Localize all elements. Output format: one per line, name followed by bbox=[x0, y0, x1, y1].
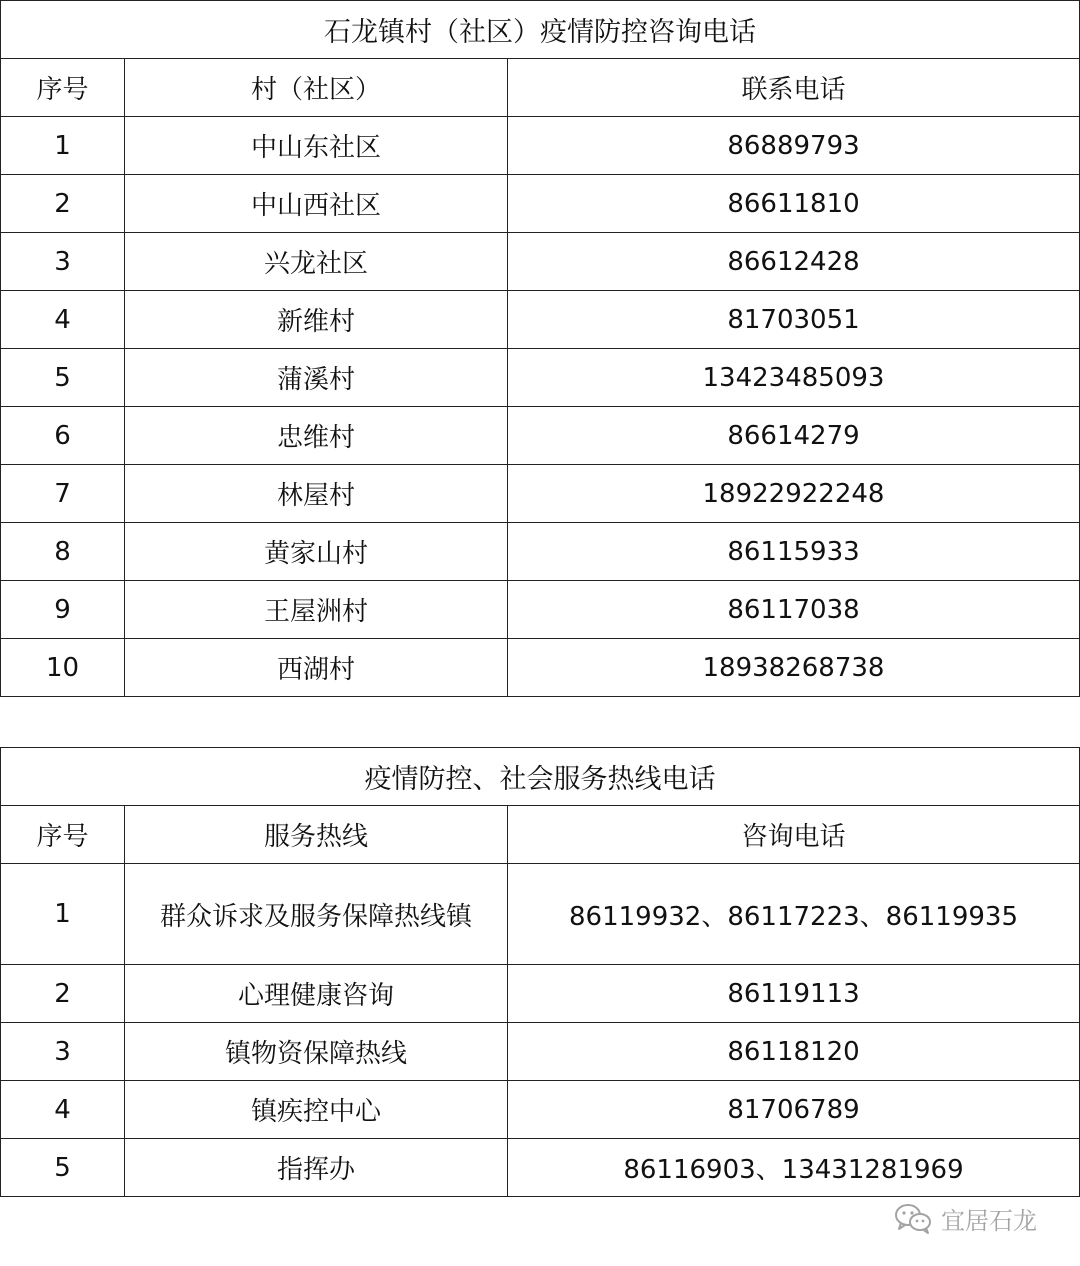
hotline-name: 心理健康咨询 bbox=[125, 965, 508, 1023]
header-cell: 序号 bbox=[1, 806, 125, 864]
phone-number: 18938268738 bbox=[508, 639, 1080, 697]
row-number: 3 bbox=[1, 1023, 125, 1081]
phone-number: 86115933 bbox=[508, 523, 1080, 581]
phone-number: 81706789 bbox=[508, 1081, 1080, 1139]
row-number: 7 bbox=[1, 465, 125, 523]
row-number: 3 bbox=[1, 233, 125, 291]
village-name: 中山东社区 bbox=[125, 117, 508, 175]
phone-number: 86611810 bbox=[508, 175, 1080, 233]
table-row bbox=[1, 117, 1080, 175]
phone-number: 86118120 bbox=[508, 1023, 1080, 1081]
table-row bbox=[1, 465, 1080, 523]
phone-number: 86612428 bbox=[508, 233, 1080, 291]
table-row bbox=[1, 233, 1080, 291]
phone-number: 86119932、86117223、86119935 bbox=[508, 864, 1080, 965]
table-header-row bbox=[1, 59, 1080, 117]
table-header-row bbox=[1, 806, 1080, 864]
phone-number: 86116903、13431281969 bbox=[508, 1139, 1080, 1197]
table-title: 疫情防控、社会服务热线电话 bbox=[1, 748, 1080, 806]
hotline-table bbox=[0, 747, 1080, 1197]
row-number: 1 bbox=[1, 117, 125, 175]
hotline-name: 镇疾控中心 bbox=[125, 1081, 508, 1139]
table-row bbox=[1, 1139, 1080, 1197]
header-cell: 村（社区） bbox=[125, 59, 508, 117]
row-number: 5 bbox=[1, 349, 125, 407]
row-number: 10 bbox=[1, 639, 125, 697]
row-number: 4 bbox=[1, 291, 125, 349]
header-cell: 联系电话 bbox=[508, 59, 1080, 117]
watermark-text: 宜居石龙 bbox=[941, 1206, 1037, 1235]
phone-number: 86119113 bbox=[508, 965, 1080, 1023]
phone-number: 86889793 bbox=[508, 117, 1080, 175]
row-number: 8 bbox=[1, 523, 125, 581]
table-title-row bbox=[1, 1, 1080, 59]
row-number: 2 bbox=[1, 965, 125, 1023]
village-name: 西湖村 bbox=[125, 639, 508, 697]
row-number: 5 bbox=[1, 1139, 125, 1197]
phone-number: 86117038 bbox=[508, 581, 1080, 639]
phone-number: 86614279 bbox=[508, 407, 1080, 465]
village-name: 新维村 bbox=[125, 291, 508, 349]
phone-number: 81703051 bbox=[508, 291, 1080, 349]
table-row bbox=[1, 349, 1080, 407]
hotline-name: 镇物资保障热线 bbox=[125, 1023, 508, 1081]
hotline-name: 群众诉求及服务保障热线镇 bbox=[125, 864, 508, 965]
table-row bbox=[1, 175, 1080, 233]
row-number: 1 bbox=[1, 864, 125, 965]
village-name: 忠维村 bbox=[125, 407, 508, 465]
table-row bbox=[1, 864, 1080, 965]
wechat-icon bbox=[893, 1201, 933, 1235]
table-row bbox=[1, 1023, 1080, 1081]
village-name: 兴龙社区 bbox=[125, 233, 508, 291]
row-number: 6 bbox=[1, 407, 125, 465]
header-cell: 咨询电话 bbox=[508, 806, 1080, 864]
row-number: 4 bbox=[1, 1081, 125, 1139]
table-row bbox=[1, 1081, 1080, 1139]
hotline-name: 指挥办 bbox=[125, 1139, 508, 1197]
village-name: 中山西社区 bbox=[125, 175, 508, 233]
table-row bbox=[1, 291, 1080, 349]
village-name: 林屋村 bbox=[125, 465, 508, 523]
table-row bbox=[1, 639, 1080, 697]
account-watermark bbox=[893, 1200, 1037, 1236]
village-name: 蒲溪村 bbox=[125, 349, 508, 407]
phone-number: 13423485093 bbox=[508, 349, 1080, 407]
table-row bbox=[1, 581, 1080, 639]
table-row bbox=[1, 965, 1080, 1023]
village-name: 王屋洲村 bbox=[125, 581, 508, 639]
header-cell: 服务热线 bbox=[125, 806, 508, 864]
header-cell: 序号 bbox=[1, 59, 125, 117]
row-number: 9 bbox=[1, 581, 125, 639]
table-title: 石龙镇村（社区）疫情防控咨询电话 bbox=[1, 1, 1080, 59]
phone-number: 18922922248 bbox=[508, 465, 1080, 523]
table-title-row bbox=[1, 748, 1080, 806]
table-row bbox=[1, 523, 1080, 581]
table-row bbox=[1, 407, 1080, 465]
row-number: 2 bbox=[1, 175, 125, 233]
village-name: 黄家山村 bbox=[125, 523, 508, 581]
